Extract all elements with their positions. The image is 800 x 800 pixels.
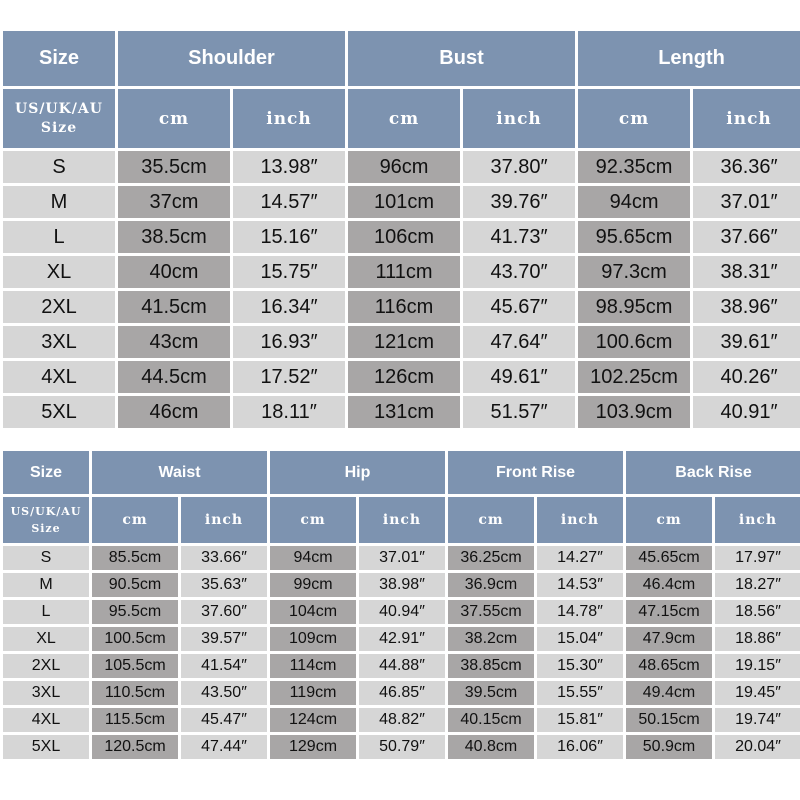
table-row xyxy=(3,627,800,651)
shoulder-cm-cell: 44.5cm xyxy=(118,361,230,393)
shoulder-inch-cell: 18.11″ xyxy=(233,396,345,428)
top-size-table xyxy=(0,28,800,431)
length-cm-cell: 102.25cm xyxy=(578,361,690,393)
size-cell: 3XL xyxy=(3,681,89,705)
waist-inch-cell: 37.60″ xyxy=(181,600,267,624)
front-rise-cm-cell: 37.55cm xyxy=(448,600,534,624)
front-rise-inch-cell: 14.27″ xyxy=(537,546,623,570)
waist-inch-cell: 41.54″ xyxy=(181,654,267,678)
waist-cm-header: cm xyxy=(92,497,178,543)
shoulder-inch-cell: 16.34″ xyxy=(233,291,345,323)
front-rise-cm-header: cm xyxy=(448,497,534,543)
front-rise-cm-cell: 40.8cm xyxy=(448,735,534,759)
waist-cm-cell: 90.5cm xyxy=(92,573,178,597)
waist-cm-cell: 85.5cm xyxy=(92,546,178,570)
size-cell: S xyxy=(3,151,115,183)
size-cell: 4XL xyxy=(3,708,89,732)
waist-cm-cell: 95.5cm xyxy=(92,600,178,624)
back-rise-cm-cell: 49.4cm xyxy=(626,681,712,705)
table-row xyxy=(3,326,800,358)
back-rise-cm-header: cm xyxy=(626,497,712,543)
back-rise-inch-cell: 18.86″ xyxy=(715,627,800,651)
region-label-line2: Size xyxy=(31,522,61,535)
header-row xyxy=(3,451,800,494)
bust-inch-cell: 43.70″ xyxy=(463,256,575,288)
bust-cm-cell: 126cm xyxy=(348,361,460,393)
bust-cm-cell: 111cm xyxy=(348,256,460,288)
length-inch-cell: 40.26″ xyxy=(693,361,800,393)
back-rise-cm-cell: 47.15cm xyxy=(626,600,712,624)
hip-cm-cell: 124cm xyxy=(270,708,356,732)
hip-inch-cell: 37.01″ xyxy=(359,546,445,570)
front-rise-inch-cell: 15.30″ xyxy=(537,654,623,678)
shoulder-cm-cell: 46cm xyxy=(118,396,230,428)
shoulder-inch-header: inch xyxy=(233,89,345,148)
back-rise-inch-cell: 17.97″ xyxy=(715,546,800,570)
size-cell: M xyxy=(3,186,115,218)
shoulder-cm-header: cm xyxy=(118,89,230,148)
shoulder-cm-cell: 40cm xyxy=(118,256,230,288)
length-inch-header: inch xyxy=(693,89,800,148)
shoulder-cm-cell: 37cm xyxy=(118,186,230,218)
table-row xyxy=(3,151,800,183)
size-header: Size xyxy=(3,31,115,86)
back-rise-cm-cell: 47.9cm xyxy=(626,627,712,651)
front-rise-inch-cell: 14.78″ xyxy=(537,600,623,624)
size-cell: L xyxy=(3,600,89,624)
hip-header: Hip xyxy=(270,451,445,494)
subheader-row xyxy=(3,89,800,148)
size-cell: XL xyxy=(3,256,115,288)
length-inch-cell: 38.31″ xyxy=(693,256,800,288)
bust-inch-cell: 45.67″ xyxy=(463,291,575,323)
bust-cm-cell: 96cm xyxy=(348,151,460,183)
length-cm-cell: 103.9cm xyxy=(578,396,690,428)
table-row xyxy=(3,256,800,288)
back-rise-inch-cell: 19.15″ xyxy=(715,654,800,678)
length-inch-cell: 40.91″ xyxy=(693,396,800,428)
waist-inch-cell: 35.63″ xyxy=(181,573,267,597)
shoulder-cm-cell: 43cm xyxy=(118,326,230,358)
waist-header: Waist xyxy=(92,451,267,494)
back-rise-inch-cell: 18.56″ xyxy=(715,600,800,624)
size-cell: 5XL xyxy=(3,735,89,759)
region-size-label xyxy=(3,89,115,148)
bust-inch-cell: 47.64″ xyxy=(463,326,575,358)
table-row xyxy=(3,735,800,759)
subheader-row xyxy=(3,497,800,543)
length-cm-cell: 94cm xyxy=(578,186,690,218)
size-header: Size xyxy=(3,451,89,494)
bust-inch-cell: 41.73″ xyxy=(463,221,575,253)
front-rise-cm-cell: 36.25cm xyxy=(448,546,534,570)
region-label-line2: Size xyxy=(40,119,78,136)
waist-cm-cell: 120.5cm xyxy=(92,735,178,759)
waist-inch-cell: 39.57″ xyxy=(181,627,267,651)
bust-cm-cell: 131cm xyxy=(348,396,460,428)
table-row xyxy=(3,654,800,678)
waist-cm-cell: 110.5cm xyxy=(92,681,178,705)
bust-cm-cell: 116cm xyxy=(348,291,460,323)
waist-cm-cell: 115.5cm xyxy=(92,708,178,732)
front-rise-inch-cell: 15.55″ xyxy=(537,681,623,705)
back-rise-header: Back Rise xyxy=(626,451,800,494)
size-cell: 5XL xyxy=(3,396,115,428)
hip-inch-cell: 40.94″ xyxy=(359,600,445,624)
hip-inch-cell: 44.88″ xyxy=(359,654,445,678)
waist-inch-cell: 33.66″ xyxy=(181,546,267,570)
front-rise-inch-cell: 14.53″ xyxy=(537,573,623,597)
size-cell: 3XL xyxy=(3,326,115,358)
table-row xyxy=(3,221,800,253)
hip-cm-cell: 129cm xyxy=(270,735,356,759)
length-cm-cell: 95.65cm xyxy=(578,221,690,253)
length-inch-cell: 38.96″ xyxy=(693,291,800,323)
bust-cm-cell: 101cm xyxy=(348,186,460,218)
size-cell: 2XL xyxy=(3,291,115,323)
shoulder-cm-cell: 41.5cm xyxy=(118,291,230,323)
shoulder-inch-cell: 17.52″ xyxy=(233,361,345,393)
region-label-line1: US/UK/AU xyxy=(15,100,103,117)
table-row xyxy=(3,396,800,428)
hip-inch-cell: 48.82″ xyxy=(359,708,445,732)
hip-cm-cell: 94cm xyxy=(270,546,356,570)
waist-inch-cell: 47.44″ xyxy=(181,735,267,759)
waist-cm-cell: 100.5cm xyxy=(92,627,178,651)
front-rise-cm-cell: 36.9cm xyxy=(448,573,534,597)
shoulder-cm-cell: 35.5cm xyxy=(118,151,230,183)
length-cm-header: cm xyxy=(578,89,690,148)
size-cell: XL xyxy=(3,627,89,651)
header-row xyxy=(3,31,800,86)
hip-cm-cell: 109cm xyxy=(270,627,356,651)
hip-inch-cell: 46.85″ xyxy=(359,681,445,705)
length-header: Length xyxy=(578,31,800,86)
waist-inch-cell: 43.50″ xyxy=(181,681,267,705)
shoulder-inch-cell: 14.57″ xyxy=(233,186,345,218)
hip-cm-cell: 99cm xyxy=(270,573,356,597)
shoulder-header: Shoulder xyxy=(118,31,345,86)
size-cell: M xyxy=(3,573,89,597)
shoulder-inch-cell: 15.16″ xyxy=(233,221,345,253)
size-cell: L xyxy=(3,221,115,253)
front-rise-inch-cell: 15.04″ xyxy=(537,627,623,651)
front-rise-cm-cell: 38.85cm xyxy=(448,654,534,678)
front-rise-inch-cell: 15.81″ xyxy=(537,708,623,732)
front-rise-cm-cell: 39.5cm xyxy=(448,681,534,705)
table-row xyxy=(3,291,800,323)
back-rise-cm-cell: 46.4cm xyxy=(626,573,712,597)
waist-inch-header: inch xyxy=(181,497,267,543)
bust-cm-header: cm xyxy=(348,89,460,148)
front-rise-header: Front Rise xyxy=(448,451,623,494)
back-rise-cm-cell: 50.9cm xyxy=(626,735,712,759)
hip-inch-cell: 50.79″ xyxy=(359,735,445,759)
hip-inch-header: inch xyxy=(359,497,445,543)
hip-inch-cell: 38.98″ xyxy=(359,573,445,597)
bust-inch-header: inch xyxy=(463,89,575,148)
back-rise-inch-cell: 19.45″ xyxy=(715,681,800,705)
hip-cm-header: cm xyxy=(270,497,356,543)
size-cell: 2XL xyxy=(3,654,89,678)
back-rise-inch-header: inch xyxy=(715,497,800,543)
shoulder-cm-cell: 38.5cm xyxy=(118,221,230,253)
front-rise-cm-cell: 38.2cm xyxy=(448,627,534,651)
table-row xyxy=(3,708,800,732)
hip-cm-cell: 114cm xyxy=(270,654,356,678)
table-row xyxy=(3,681,800,705)
front-rise-inch-cell: 16.06″ xyxy=(537,735,623,759)
bust-cm-cell: 121cm xyxy=(348,326,460,358)
table-row xyxy=(3,361,800,393)
size-cell: 4XL xyxy=(3,361,115,393)
table-row xyxy=(3,186,800,218)
waist-inch-cell: 45.47″ xyxy=(181,708,267,732)
length-cm-cell: 97.3cm xyxy=(578,256,690,288)
bust-cm-cell: 106cm xyxy=(348,221,460,253)
back-rise-inch-cell: 18.27″ xyxy=(715,573,800,597)
table-row xyxy=(3,546,800,570)
region-size-label xyxy=(3,497,89,543)
back-rise-cm-cell: 45.65cm xyxy=(626,546,712,570)
bust-inch-cell: 51.57″ xyxy=(463,396,575,428)
size-cell: S xyxy=(3,546,89,570)
region-label-line1: US/UK/AU xyxy=(10,505,82,518)
waist-cm-cell: 105.5cm xyxy=(92,654,178,678)
back-rise-cm-cell: 48.65cm xyxy=(626,654,712,678)
table-row xyxy=(3,573,800,597)
back-rise-cm-cell: 50.15cm xyxy=(626,708,712,732)
back-rise-inch-cell: 20.04″ xyxy=(715,735,800,759)
length-inch-cell: 36.36″ xyxy=(693,151,800,183)
shoulder-inch-cell: 16.93″ xyxy=(233,326,345,358)
bottom-size-table xyxy=(0,448,800,762)
length-cm-cell: 92.35cm xyxy=(578,151,690,183)
bust-inch-cell: 39.76″ xyxy=(463,186,575,218)
front-rise-cm-cell: 40.15cm xyxy=(448,708,534,732)
length-inch-cell: 37.66″ xyxy=(693,221,800,253)
length-cm-cell: 100.6cm xyxy=(578,326,690,358)
hip-cm-cell: 119cm xyxy=(270,681,356,705)
hip-inch-cell: 42.91″ xyxy=(359,627,445,651)
length-inch-cell: 37.01″ xyxy=(693,186,800,218)
length-inch-cell: 39.61″ xyxy=(693,326,800,358)
front-rise-inch-header: inch xyxy=(537,497,623,543)
shoulder-inch-cell: 15.75″ xyxy=(233,256,345,288)
table-row xyxy=(3,600,800,624)
length-cm-cell: 98.95cm xyxy=(578,291,690,323)
shoulder-inch-cell: 13.98″ xyxy=(233,151,345,183)
bust-header: Bust xyxy=(348,31,575,86)
back-rise-inch-cell: 19.74″ xyxy=(715,708,800,732)
bust-inch-cell: 49.61″ xyxy=(463,361,575,393)
hip-cm-cell: 104cm xyxy=(270,600,356,624)
bust-inch-cell: 37.80″ xyxy=(463,151,575,183)
